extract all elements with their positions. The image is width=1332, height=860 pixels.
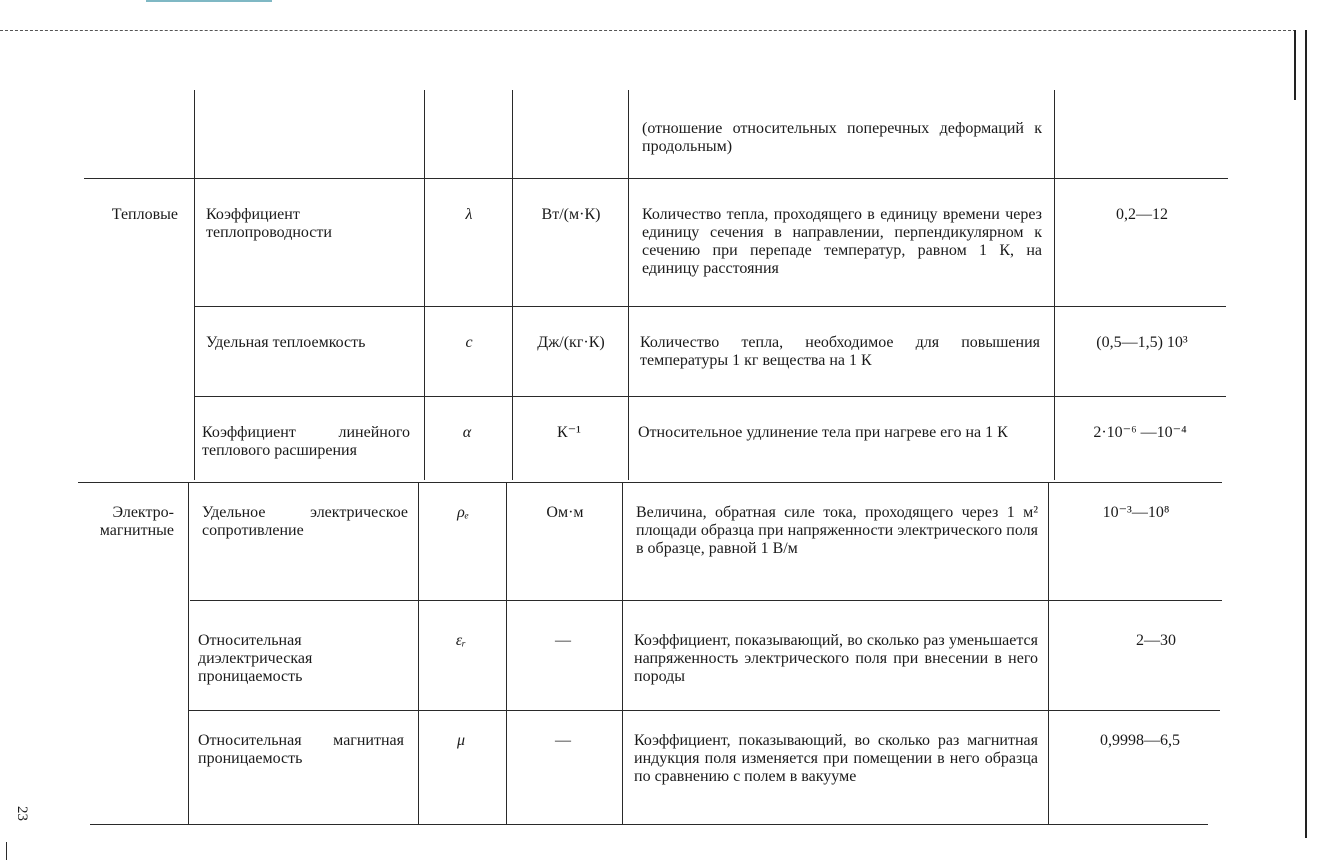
vrule-1a xyxy=(194,90,195,480)
left-edge-mark xyxy=(6,842,7,860)
rule-row-2 xyxy=(194,396,1226,397)
vrule-4a xyxy=(628,90,629,480)
property-name: Относительная диэлектрическая проницаемость xyxy=(198,632,313,685)
vrule-5a xyxy=(1054,90,1055,480)
property-unit: — xyxy=(555,732,571,749)
property-symbol: εᵣ xyxy=(455,632,467,649)
rule-group-em xyxy=(78,482,1222,483)
property-definition: Коэффициент, показывающий, во сколько раз уменьшается напряженность электрического поля при внесении в него породы xyxy=(634,632,1038,685)
property-range: 2—30 xyxy=(1136,632,1176,649)
property-unit: Ом·м xyxy=(546,504,584,521)
rule-group-thermal xyxy=(84,178,1228,179)
property-definition: Коэффициент, показывающий, во сколько раз магнитная индукция поля изменяется при помещении в него образца по сравнению с полем в вакууме xyxy=(634,732,1038,785)
property-name: Удельное электрическое сопротивление xyxy=(202,504,408,539)
property-unit: Дж/(кг·К) xyxy=(537,334,605,351)
vrule-3b xyxy=(506,482,507,824)
property-range: 2·10⁻⁶ —10⁻⁴ xyxy=(1093,424,1187,441)
property-name: Коэффициент линейного теплового расширения xyxy=(202,424,410,459)
property-definition: Величина, обратная силе тока, проходящего через 1 м² площади образца при напряженности электрического поля в образце, равной 1 В/м xyxy=(636,504,1038,557)
property-name: Удельная теплоемкость xyxy=(206,334,366,351)
property-symbol: λ xyxy=(465,206,473,223)
property-symbol: μ xyxy=(456,732,466,749)
property-range: (0,5—1,5) 10³ xyxy=(1096,334,1188,351)
vrule-3a xyxy=(512,90,513,480)
right-edge-bar-outer xyxy=(1305,30,1307,838)
vrule-4b xyxy=(622,482,623,824)
property-range: 10⁻³—10⁸ xyxy=(1102,504,1170,521)
property-definition: Относительное удлинение тела при нагреве его на 1 К xyxy=(638,424,1008,441)
vrule-2b xyxy=(418,482,419,824)
rule-row-1 xyxy=(194,306,1226,307)
top-dashed-rule xyxy=(0,30,1296,31)
property-unit: К⁻¹ xyxy=(557,424,581,441)
rule-table-bottom xyxy=(90,824,1208,825)
vrule-5b xyxy=(1048,482,1049,824)
rule-row-4 xyxy=(190,600,1222,601)
property-range: 0,2—12 xyxy=(1116,206,1168,223)
vrule-1b xyxy=(188,482,189,824)
group-label-thermal: Тепловые xyxy=(111,206,178,223)
property-name: Относительная магнитная проницаемость xyxy=(198,732,404,767)
property-symbol: c xyxy=(465,334,473,351)
property-definition: Количество тепла, проходящего в единицу времени через единицу сечения в направлении, перпендикулярном к сечению при перепаде температур, равном 1 К, на единицу расстояния xyxy=(642,206,1042,277)
continuation-definition: (отношение относительных поперечных деформаций к продольным) xyxy=(642,120,1042,155)
page-number: 23 xyxy=(14,806,30,821)
right-edge-bar xyxy=(1294,30,1296,100)
property-definition: Количество тепла, необходимое для повышения температуры 1 кг вещества на 1 К xyxy=(640,334,1040,369)
property-unit: — xyxy=(555,632,571,649)
rule-row-5 xyxy=(188,710,1220,711)
property-symbol: α xyxy=(462,424,472,441)
property-symbol: ρₑ xyxy=(457,504,469,521)
property-range: 0,9998—6,5 xyxy=(1100,732,1180,749)
vrule-2a xyxy=(424,90,425,480)
group-label-em: Электро- магнитные xyxy=(99,504,174,539)
property-unit: Вт/(м·К) xyxy=(541,206,601,223)
top-edge-mark xyxy=(146,0,272,2)
property-name: Коэффициент теплопроводности xyxy=(206,206,332,241)
